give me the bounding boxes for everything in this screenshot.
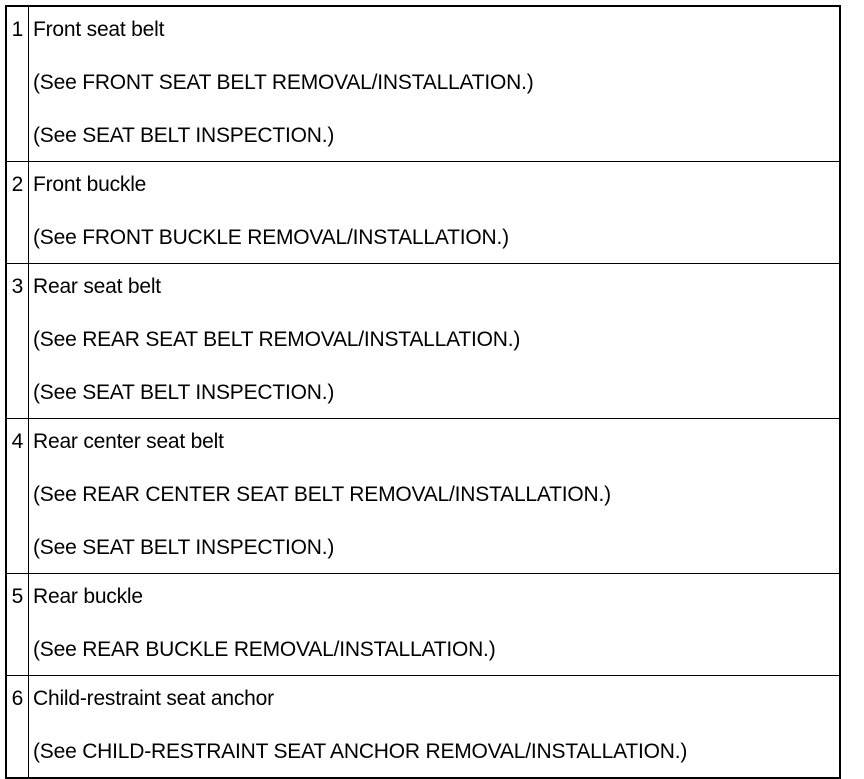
table-row — [6, 419, 840, 574]
component-title: Child-restraint seat anchor — [33, 687, 274, 710]
table-row — [6, 676, 840, 779]
row-number: 6 — [6, 676, 29, 779]
row-number: 3 — [6, 264, 29, 419]
row-content — [29, 264, 841, 419]
reference-link[interactable]: (See FRONT SEAT BELT REMOVAL/INSTALLATION.) — [33, 71, 534, 94]
reference-link[interactable]: (See REAR BUCKLE REMOVAL/INSTALLATION.) — [33, 638, 496, 661]
table-row — [6, 574, 840, 676]
reference-link[interactable]: (See CHILD-RESTRAINT SEAT ANCHOR REMOVAL/INSTALLATION.) — [33, 740, 688, 763]
row-content — [29, 6, 841, 162]
component-table — [5, 5, 841, 779]
row-number: 1 — [6, 6, 29, 162]
reference-link[interactable]: (See SEAT BELT INSPECTION.) — [33, 381, 335, 404]
reference-link[interactable]: (See FRONT BUCKLE REMOVAL/INSTALLATION.) — [33, 226, 509, 249]
table-row — [6, 264, 840, 419]
row-number: 4 — [6, 419, 29, 574]
row-number: 5 — [6, 574, 29, 676]
component-title: Front buckle — [33, 173, 147, 196]
reference-link[interactable]: (See SEAT BELT INSPECTION.) — [33, 124, 335, 147]
row-content — [29, 676, 841, 779]
reference-link[interactable]: (See SEAT BELT INSPECTION.) — [33, 536, 335, 559]
component-title: Rear seat belt — [33, 275, 161, 298]
component-title: Rear center seat belt — [33, 430, 224, 453]
table-row — [6, 6, 840, 162]
table-row — [6, 162, 840, 264]
row-content — [29, 162, 841, 264]
component-title: Rear buckle — [33, 585, 143, 608]
row-number: 2 — [6, 162, 29, 264]
reference-link[interactable]: (See REAR CENTER SEAT BELT REMOVAL/INSTALLATION.) — [33, 483, 611, 506]
row-content — [29, 419, 841, 574]
row-content — [29, 574, 841, 676]
component-title: Front seat belt — [33, 18, 165, 41]
reference-link[interactable]: (See REAR SEAT BELT REMOVAL/INSTALLATION.) — [33, 328, 521, 351]
